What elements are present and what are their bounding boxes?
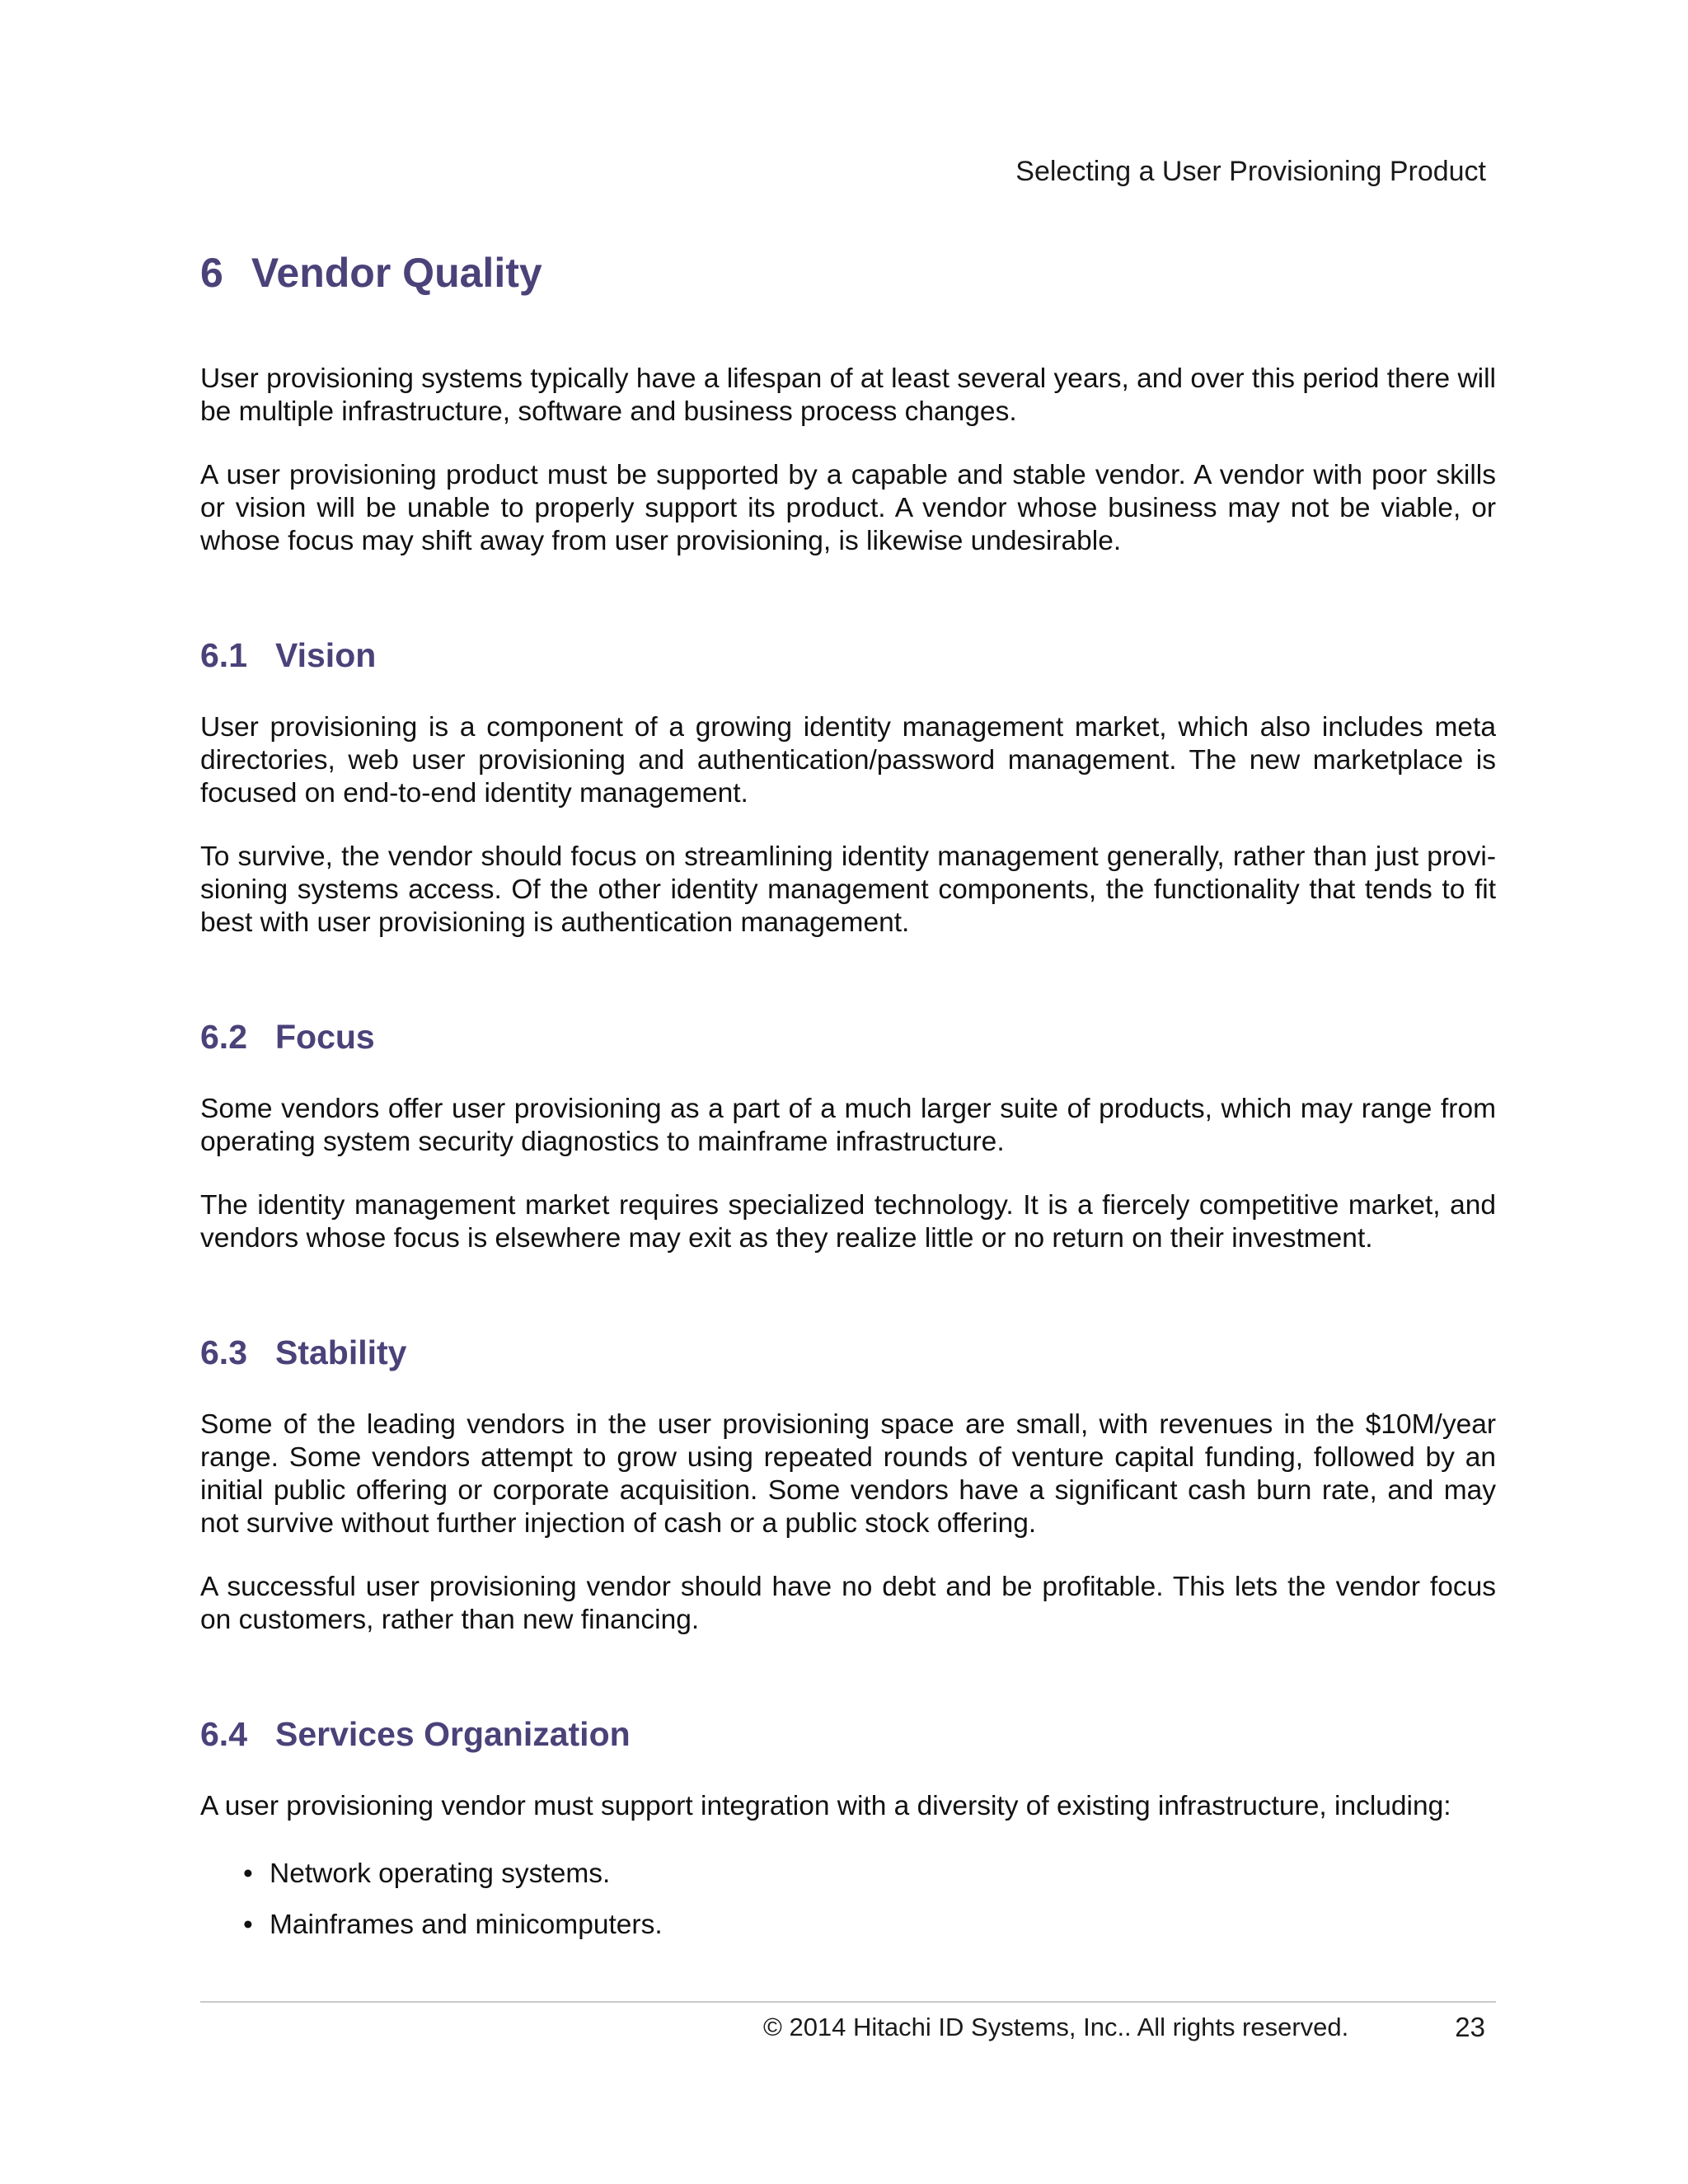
bullet-icon: • xyxy=(243,1858,253,1889)
chapter-title: Vendor Quality xyxy=(251,250,542,296)
section-title: Vision xyxy=(275,636,377,674)
section-title: Stability xyxy=(275,1333,407,1371)
footer-divider xyxy=(200,2001,1496,2003)
page-content xyxy=(200,247,1496,1960)
paragraph: A user provisioning product must be supported by a capable and stable vendor. A vendor with poor skills or vision will be unable to properly support its product. A vendor whose business may not be viable, or whose focus may shift away from user provisioning, is likewise undesirable. xyxy=(200,460,1496,556)
section-heading-focus xyxy=(200,1015,1496,1058)
paragraph: A user provisioning vendor must support integration with a diversity of existing infrastructure, including: xyxy=(200,1791,1451,1821)
running-header: Selecting a User Provisioning Product xyxy=(1015,156,1486,187)
page-number: 23 xyxy=(1455,2012,1485,2042)
chapter-number: 6 xyxy=(200,250,223,296)
paragraph: Some vendors offer user provisioning as a part of a much larger suite of products, which may range from operating system security diagnostics to mainframe infrastructure. xyxy=(200,1094,1496,1157)
list-item xyxy=(243,1858,1496,1891)
paragraph: To survive, the vendor should focus on streamlining identity management generally, rather than just provisioning systems access. Of the other identity management components, the functionality that tends to fit best with user provisioning is authentication management. xyxy=(200,841,1496,938)
section-number: 6.3 xyxy=(200,1333,247,1371)
section-heading-vision xyxy=(200,634,1496,677)
bullet-list xyxy=(200,1858,1496,1942)
section-number: 6.2 xyxy=(200,1018,247,1056)
list-item-text: Mainframes and minicomputers. xyxy=(270,1910,663,1940)
section-title: Focus xyxy=(275,1018,375,1056)
section-title: Services Organization xyxy=(275,1715,631,1753)
bullet-icon: • xyxy=(243,1910,253,1940)
list-item-text: Network operating systems. xyxy=(270,1858,611,1889)
section-number: 6.1 xyxy=(200,636,247,674)
paragraph: The identity management market requires specialized technology. It is a fiercely competitive market, and vendors whose focus is elsewhere may exit as they realize little or no return on their investment. xyxy=(200,1190,1496,1254)
chapter-heading xyxy=(200,247,1496,298)
section-heading-services-organization xyxy=(200,1713,1496,1755)
paragraph: User provisioning is a component of a growing identity management market, which also includes meta directories, web user provisioning and authentication/password management. The new marketplace is focused on end-to-end identity management. xyxy=(200,712,1496,808)
paragraph: Some of the leading vendors in the user provisioning space are small, with revenues in the $10M/year range. Some vendors attempt to grow using repeated rounds of venture capital funding, followed by an initial public offering or corporate acquisition. Some vendors have a significant cash burn rate, and may not survive without further injection of cash or a public stock offering. xyxy=(200,1409,1496,1539)
section-heading-stability xyxy=(200,1331,1496,1374)
paragraph: User provisioning systems typically have a lifespan of at least several years, and over this period there will be multiple infrastructure, software and business process changes. xyxy=(200,363,1496,427)
footer-copyright: © 2014 Hitachi ID Systems, Inc.. All rights reserved. xyxy=(763,2013,1349,2041)
paragraph: A successful user provisioning vendor should have no debt and be profitable. This lets the vendor focus on customers, rather than new financing. xyxy=(200,1572,1496,1635)
list-item xyxy=(243,1909,1496,1942)
section-number: 6.4 xyxy=(200,1715,247,1753)
